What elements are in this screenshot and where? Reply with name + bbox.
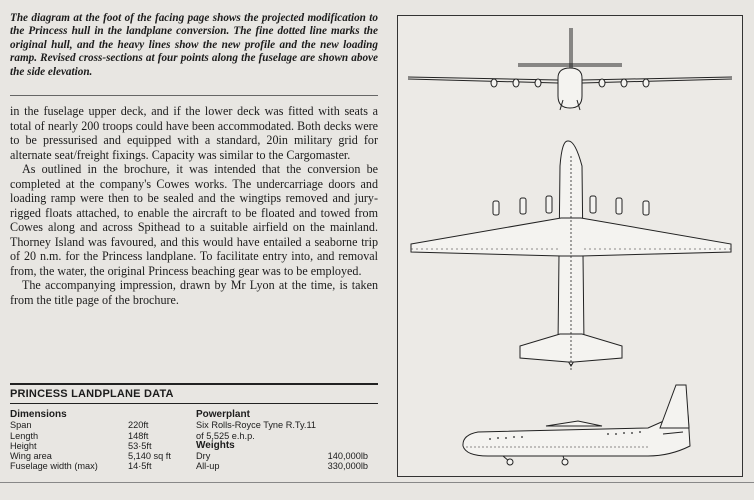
data-row-value: 14·5ft (128, 461, 152, 472)
data-row-label: Wing area (10, 451, 52, 462)
dimensions-heading: Dimensions (10, 409, 67, 420)
data-row-label: Span (10, 420, 32, 431)
data-row-value: 53·5ft (128, 440, 152, 451)
data-row (10, 431, 188, 441)
data-row-value: 148ft (128, 430, 149, 441)
data-row-label: Height (10, 440, 37, 451)
article-body (10, 104, 378, 307)
data-row-label: All-up (196, 461, 220, 472)
data-row (196, 461, 378, 471)
data-row (10, 441, 188, 451)
body-paragraph-2: As outlined in the brochure, it was intended that the conversion be completed at the company's Cowes works. The undercarriage doors and loading ramp were then to be sealed and the wingtips removed and jury-rigged floats attached, to enable the aircraft to be floated and towed from Cowes along and across Spithead to a suitable airfield on the mainland. Thorney Island was favoured, and this would have entailed a seaborne trip of 20 n.m. for the Princess landplane. To facilitate entry into, and removal from, the water, the original Princess beaching gear was to be employed. (10, 162, 378, 278)
plan-view (411, 141, 731, 371)
figure-caption: The diagram at the foot of the facing page shows the projected modification to the Princess hull in the landplane conversion. The fine dotted line marks the original hull, and the heavy lines show the new profile and the new loading ramp. Revised cross-sections at four points along the fuselage are shown above the side elevation. (10, 12, 378, 78)
data-row-value: 220ft (128, 420, 149, 431)
body-paragraph-1: in the fuselage upper deck, and if the lower deck was fitted with seats a total of nearly 200 troops could have been accommodated. Both decks were to be pressurised and equipped with a standard, 20in military grid for alternate seat/freight fixings. Capacity was similar to the Cargomaster. (10, 104, 378, 162)
powerplant-heading: Powerplant (196, 409, 250, 420)
powerplant-power: of 5,525 e.h.p. (196, 430, 255, 441)
front-view (408, 28, 732, 110)
side-view (463, 385, 690, 465)
data-row (10, 461, 188, 471)
data-row (10, 420, 188, 430)
caption-divider (10, 95, 378, 96)
powerplant-weights-column (196, 410, 378, 472)
data-row-value: 5,140 sq ft (128, 451, 171, 462)
data-row-value: 330,000lb (327, 461, 368, 472)
three-view-drawing (397, 15, 743, 477)
data-row-label: Dry (196, 451, 211, 462)
data-row-label: Length (10, 430, 39, 441)
dimensions-column (10, 410, 188, 472)
data-row (10, 451, 188, 461)
data-row-label: Fuselage width (max) (10, 461, 98, 472)
data-table (10, 383, 378, 483)
data-row-value: 140,000lb (327, 451, 368, 462)
data-row (196, 451, 378, 461)
aircraft-three-view (398, 16, 742, 476)
body-paragraph-3: The accompanying impression, drawn by Mr Lyon at the time, is taken from the title page of the brochure. (10, 278, 378, 307)
powerplant-engines: Six Rolls-Royce Tyne R.Ty.11 (196, 420, 316, 431)
weights-heading: Weights (196, 439, 235, 451)
page-bottom-rule (0, 482, 754, 483)
data-table-title: PRINCESS LANDPLANE DATA (10, 383, 378, 404)
